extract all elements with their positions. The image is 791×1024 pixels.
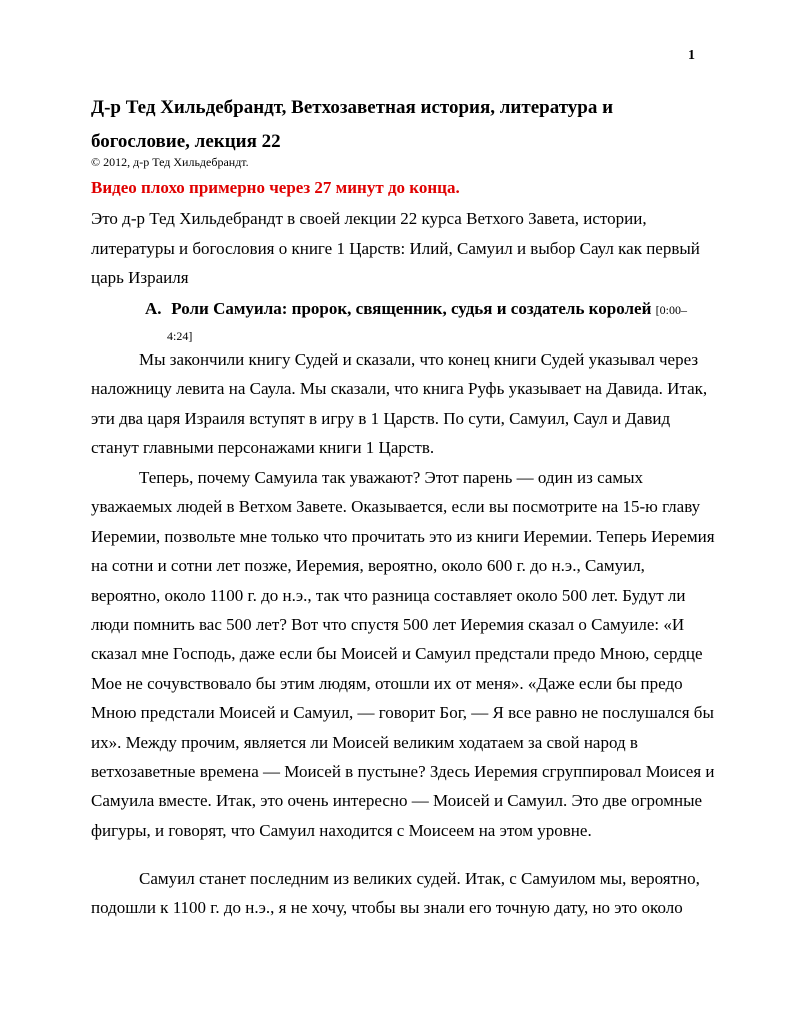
section-timestamp-start: [0:00– [655,303,687,317]
video-quality-warning: Видео плохо примерно через 27 минут до конца. [91,178,460,197]
section-title: Роли Самуила: пророк, священник, судья и создатель королей [171,299,652,318]
body-paragraph-2: Теперь, почему Самуила так уважают? Этот парень — один из самых уважаемых людей в Ветхом Завете. Оказывается, если вы посмотрите на 15-ю главу Иеремии, позвольте мне только что прочитать это из книги Иеремии. Теперь Иеремия на сотни и сотни лет позже, Иеремия, вероятно, около 600 г. до н.э., Самуил, вероятно, около 1100 г. до н.э., так что разница составляет около 500 лет. Будут ли люди помнить вас 500 лет? Вот что спустя 500 лет Иеремия сказал о Самуиле: «И сказал мне Господь, даже если бы Моисей и Самуил предстали предо Мною, сердце Мое не сочувствовало бы этим людям, отошли их от меня». «Даже если бы предо Мною предстали Моисей и Самуил, — говорит Бог, — Я все равно не послушался бы их». Между прочим, является ли Моисей великим ходатаем за свой народ в ветхозаветные времена — Моисей в пустыне? Здесь Иеремия сгруппировал Моисея и Самуила вместе. Итак, это очень интересно — Моисей и Самуил. Это две огромные фигуры, и говорят, что Самуил находится с Моисеем на этом уровне. [91,468,715,840]
copyright-notice: © 2012, д-р Тед Хильдебрандт. [91,155,249,169]
section-label: A. [145,299,162,318]
body-paragraph-3: Самуил станет последним из великих судей. Итак, с Самуилом мы, вероятно, подошли к 1100 г. до н.э., я не хочу, чтобы вы знали его точную дату, но это около [91,869,700,918]
page-number: 1 [688,48,695,63]
body-paragraph-1: Мы закончили книгу Судей и сказали, что конец книги Судей указывал через наложницу левита на Саула. Мы сказали, что книга Руфь указывает на Давида. Итак, эти два царя Израиля вступят в игру в 1 Царств. По сути, Самуил, Саул и Давид станут главными персонажами книги 1 Царств. [91,350,708,458]
intro-paragraph: Это д-р Тед Хильдебрандт в своей лекции 22 курса Ветхого Завета, истории, литературы и богословия о книге 1 Царств: Илий, Самуил и выбор Саул как первый царь Израиля [91,209,700,287]
section-timestamp-end: 4:24] [167,329,193,343]
section-heading [145,296,715,349]
document-title: Д-р Тед Хильдебрандт, Ветхозаветная история, литература и богословие, лекция 22 [91,97,614,152]
